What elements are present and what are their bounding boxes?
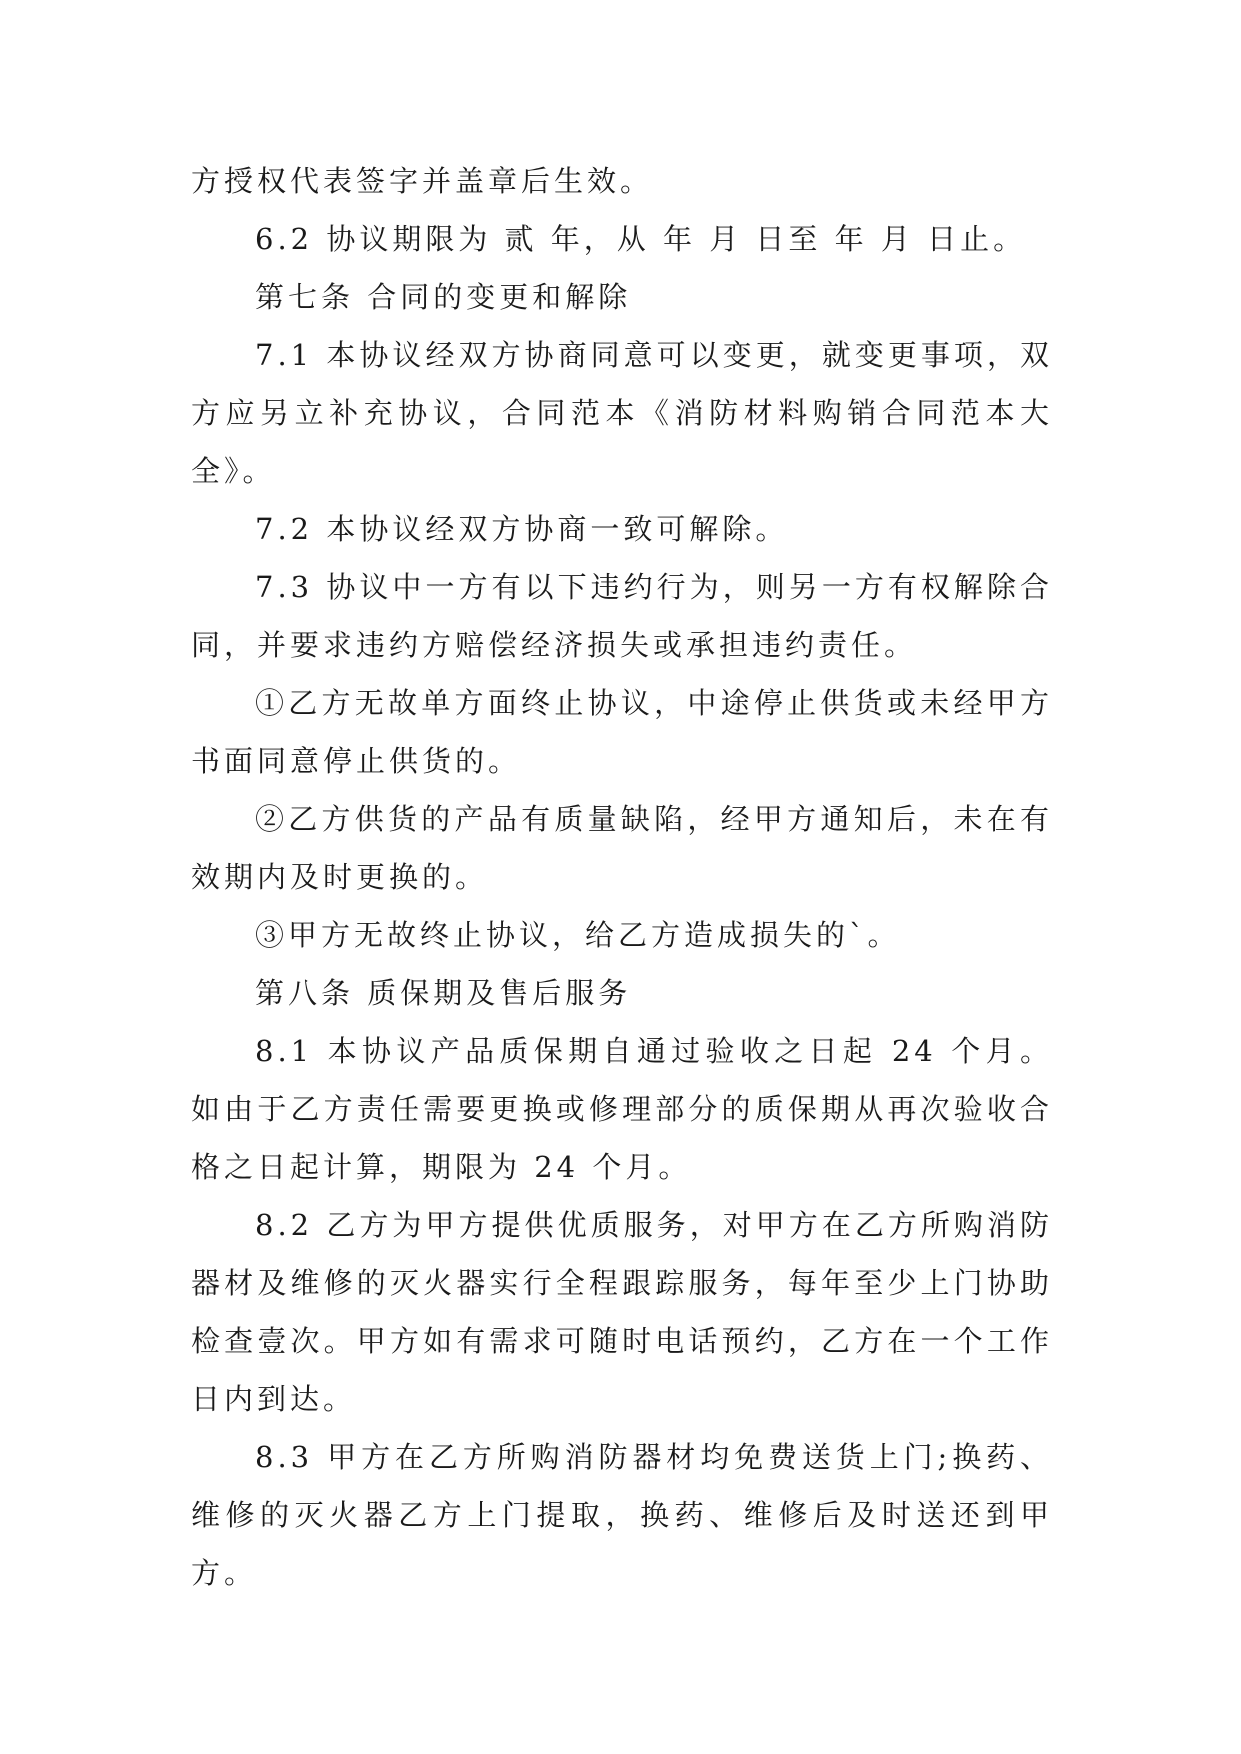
paragraph-item-3: ③甲方无故终止协议，给乙方造成损失的`。 xyxy=(255,918,901,952)
heading-article-7: 第七条 合同的变更和解除 xyxy=(255,280,632,314)
paragraph-8-3: 8.3 甲方在乙方所购消防器材均免费送货上门;换药、维修的灭火器乙方上门提取，换药、维修后及时送还到甲方。 xyxy=(191,1440,1053,1590)
document-body xyxy=(191,152,1053,1602)
paragraph-item-2: ②乙方供货的产品有质量缺陷，经甲方通知后，未在有效期内及时更换的。 xyxy=(191,802,1053,894)
paragraph-7-3: 7.3 协议中一方有以下违约行为，则另一方有权解除合同，并要求违约方赔偿经济损失或承担违约责任。 xyxy=(191,570,1053,662)
paragraph-8-2: 8.2 乙方为甲方提供优质服务，对甲方在乙方所购消防器材及维修的灭火器实行全程跟踪服务，每年至少上门协助检查壹次。甲方如有需求可随时电话预约，乙方在一个工作日内到达。 xyxy=(191,1208,1053,1416)
paragraph-effectiveness-continued: 方授权代表签字并盖章后生效。 xyxy=(191,164,654,198)
paragraph-8-1: 8.1 本协议产品质保期自通过验收之日起 24 个月。如由于乙方责任需要更换或修理部分的质保期从再次验收合格之日起计算，期限为 24 个月。 xyxy=(191,1034,1053,1184)
paragraph-7-1: 7.1 本协议经双方协商同意可以变更，就变更事项，双方应另立补充协议，合同范本《消防材料购销合同范本大全》。 xyxy=(191,338,1053,488)
paragraph-6-2: 6.2 协议期限为 贰 年，从 年 月 日至 年 月 日止。 xyxy=(255,222,1027,256)
paragraph-7-2: 7.2 本协议经双方协商一致可解除。 xyxy=(255,512,789,546)
paragraph-item-1: ①乙方无故单方面终止协议，中途停止供货或未经甲方书面同意停止供货的。 xyxy=(191,686,1053,778)
heading-article-8: 第八条 质保期及售后服务 xyxy=(255,976,632,1010)
